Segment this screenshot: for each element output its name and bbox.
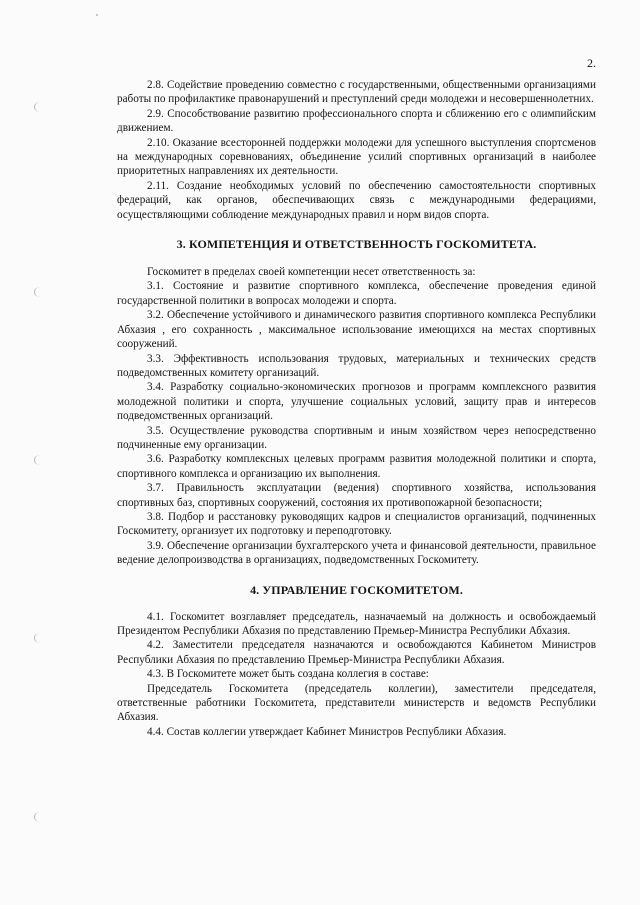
clause-3-5: 3.5. Осуществление руководства спортивным и иным хозяйством через непосредственно подчиненные ему организации. — [117, 424, 596, 451]
punch-hole-mark — [34, 812, 45, 822]
scan-speck — [96, 14, 98, 16]
clause-3-4: 3.4. Разработку социально-экономических прогнозов и программ комплексного развития молодежной политики и спорта, улучшение социальных условий, защиту прав и интересов подведомственных организаций. — [117, 381, 596, 423]
clause-4-3: 4.3. В Госкомитете может быть создана коллегия в составе: — [147, 668, 429, 681]
punch-hole-mark — [34, 633, 45, 643]
section-3 — [117, 265, 596, 568]
clause-3-6: 3.6. Разработку комплексных целевых программ развития молодежной политики и спорта, спортивного комплекса и организацию их выполнения. — [117, 453, 596, 480]
section-4 — [117, 610, 596, 740]
clause-3-2: 3.2. Обеспечение устойчивого и динамического развития спортивного комплекса Республики Абхазия , его сохранность , максимальное использование имеющихся на местах спортивных сооружений. — [117, 309, 596, 351]
clause-2-10: 2.10. Оказание всесторонней поддержки молодежи для успешного выступления спортсменов на международных соревнованиях, объединение усилий спортивных организаций в наиболее приоритетных направлениях их деятельности. — [117, 136, 596, 178]
clause-2-11: 2.11. Создание необходимых условий по обеспечению самостоятельности спортивных федераций, как органов, обеспечивающих связь с международными федерациями, осуществляющими соблюдение международных правил и норм видов спорта. — [117, 179, 596, 221]
section-4-heading: 4. УПРАВЛЕНИЕ ГОСКОМИТЕТОМ. — [250, 582, 463, 597]
clause-4-1: 4.1. Госкомитет возглавляет председатель, назначаемый на должность и освобождаемый Президентом Республики Абхазия по представлению Премьер-Министра Республики Абхазия. — [117, 610, 596, 637]
clause-2-9: 2.9. Способствование развитию профессионального спорта и сближению его с олимпийским движением. — [117, 107, 596, 135]
clause-4-4: 4.4. Состав коллегии утверждает Кабинет Министров Республики Абхазия. — [147, 725, 507, 738]
clause-3-1: 3.1. Состояние и развитие спортивного комплекса, обеспечение проведения единой государственной политики в вопросах молодежи и спорта. — [117, 280, 596, 307]
document-body — [117, 78, 596, 739]
punch-hole-mark — [34, 287, 45, 297]
punch-hole-mark — [34, 455, 45, 465]
clause-3-7: 3.7. Правильность эксплуатации (ведения) спортивного хозяйства, использования спортивных баз, спортивных сооружений, состояния их противопожарной безопасности; — [117, 482, 596, 509]
punch-hole-mark — [34, 102, 45, 112]
section-3-heading: 3. КОМПЕТЕНЦИЯ И ОТВЕТСТВЕННОСТЬ ГОСКОМИТЕТА. — [176, 237, 537, 252]
clause-3-3: 3.3. Эффективность использования трудовых, материальных и технических средств подведомственных комитету организаций. — [117, 352, 596, 379]
section-3-intro: Госкомитет в пределах своей компетенции несет ответственность за: — [147, 266, 476, 279]
clause-3-8: 3.8. Подбор и расстановку руководящих кадров и специалистов организаций, подчиненных Госкомитету, организует их подготовку и переподготовку. — [117, 510, 596, 538]
clause-4-3-composition: Председатель Госкомитета (председатель коллегии), заместители председателя, ответственные работники Госкомитета, представители министерств и ведомств Республики Абхазия. — [117, 682, 596, 724]
clause-2-8: 2.8. Содействие проведению совместно с государственными, общественными организациями работы по профилактике правонарушений и преступлений среди молодежи и несовершеннолетних. — [117, 79, 596, 106]
page-number: 2. — [587, 56, 596, 70]
clause-3-9: 3.9. Обеспечение организации бухгалтерского учета и финансовой деятельности, правильное ведение делопроизводства в организациях, подведомственных Госкомитету. — [117, 539, 596, 567]
section-2-tail — [117, 78, 596, 222]
clause-4-2: 4.2. Заместители председателя назначаются и освобождаются Кабинетом Министров Республики Абхазия по представлению Премьер-Министра Республики Абхазия. — [117, 639, 596, 666]
